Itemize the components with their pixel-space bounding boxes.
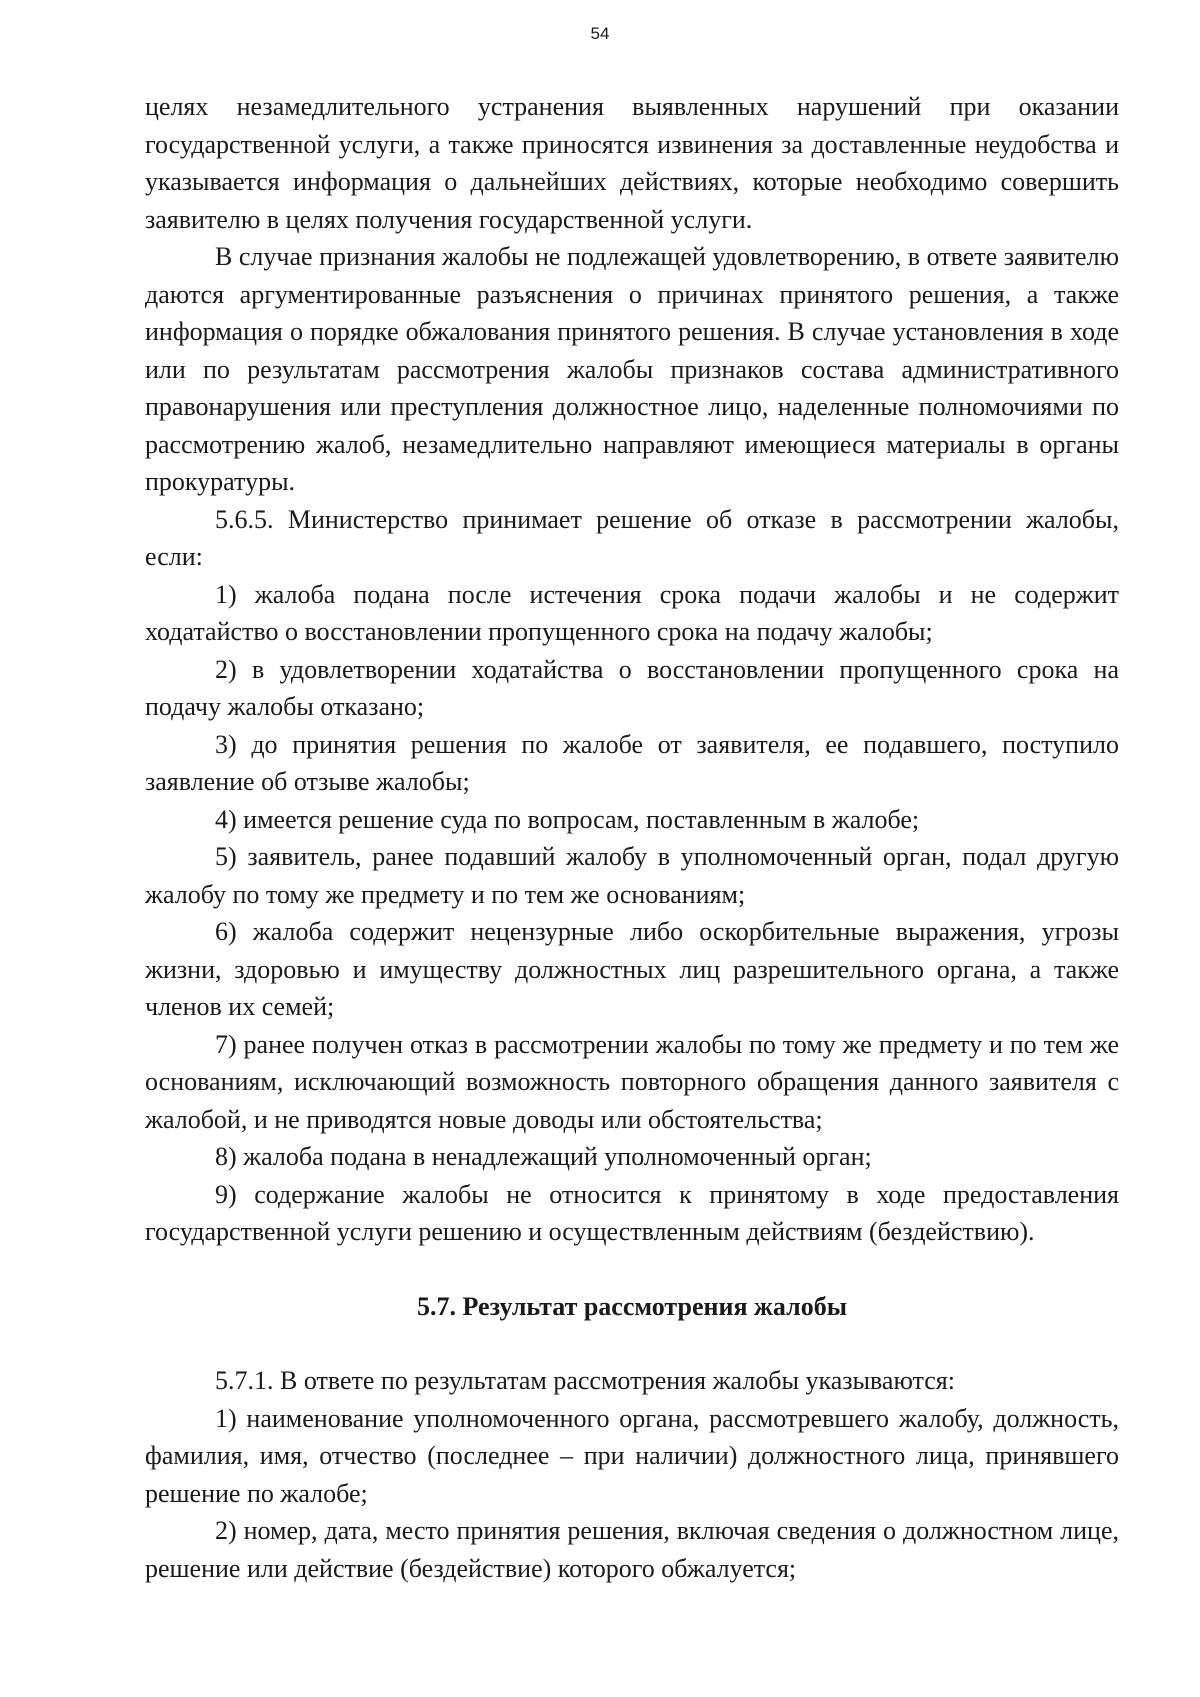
list-item-2: 2) в удовлетворении ходатайства о восстановлении пропущенного срока на подачу жалобы отказано; xyxy=(145,654,1119,721)
list-item-6: 6) жалоба содержит нецензурные либо оскорбительные выражения, угрозы жизни, здоровью и имуществу должностных лиц разрешительного органа, а также членов их семей; xyxy=(145,917,1119,1021)
list-item-1: 1) жалоба подана после истечения срока подачи жалобы и не содержит ходатайство о восстановлении пропущенного срока на подачу жалобы; xyxy=(145,579,1119,646)
list-item-8: 8) жалоба подана в ненадлежащий уполномоченный орган; xyxy=(215,1142,872,1171)
sub-item-2: 2) номер, дата, место принятия решения, включая сведения о должностном лице, решение или действие (бездействие) которого обжалуется; xyxy=(145,1516,1119,1583)
sub-item-1: 1) наименование уполномоченного органа, рассмотревшего жалобу, должность, фамилия, имя, отчество (последнее – при наличии) должностного лица, принявшего решение по жалобе; xyxy=(145,1403,1119,1508)
list-item-9: 9) содержание жалобы не относится к принятому в ходе предоставления государственной услуги решению и осуществленным действиям (бездействию). xyxy=(145,1179,1119,1246)
paragraph-complaint-rejected: В случае признания жалобы не подлежащей удовлетворению, в ответе заявителю даются аргументированные разъяснения о причинах принятого решения, а также информация о порядке обжалования принятого решения. В случае установления в ходе или по результатам рассмотрения жалобы признаков состава административного правонарушения или преступления должностное лицо, наделенные полномочиями по рассмотрению жалоб, незамедлительно направляют имеющиеся материалы в органы прокуратуры. xyxy=(145,242,1119,496)
list-item-3: 3) до принятия решения по жалобе от заявителя, ее подавшего, поступило заявление об отзыве жалобы; xyxy=(145,729,1119,796)
list-item-5: 5) заявитель, ранее подавший жалобу в уполномоченный орган, подал другую жалобу по тому же предмету и по тем же основаниям; xyxy=(145,842,1119,909)
list-item-4: 4) имеется решение суда по вопросам, поставленным в жалобе; xyxy=(215,804,920,834)
page-number: 54 xyxy=(590,24,610,43)
paragraph-5-7-1: 5.7.1. В ответе по результатам рассмотрения жалобы указываются: xyxy=(215,1366,955,1395)
section-heading-5-7: 5.7. Результат рассмотрения жалобы xyxy=(416,1291,847,1321)
document-body xyxy=(145,88,1119,1587)
paragraph-continuation: целях незамедлительного устранения выявленных нарушений при оказании государственной услуги, а также приносятся извинения за доставленные неудобства и указывается информация о дальнейших действиях, которые необходимо совершить заявителю в целях получения государственной услуги. xyxy=(145,92,1119,234)
paragraph-5-6-5: 5.6.5. Министерство принимает решение об отказе в рассмотрении жалобы, если: xyxy=(145,504,1119,571)
list-item-7: 7) ранее получен отказ в рассмотрении жалобы по тому же предмету и по тем же основаниям, исключающий возможность повторного обращения данного заявителя с жалобой, и не приводятся новые доводы или обстоятельства; xyxy=(145,1029,1119,1134)
